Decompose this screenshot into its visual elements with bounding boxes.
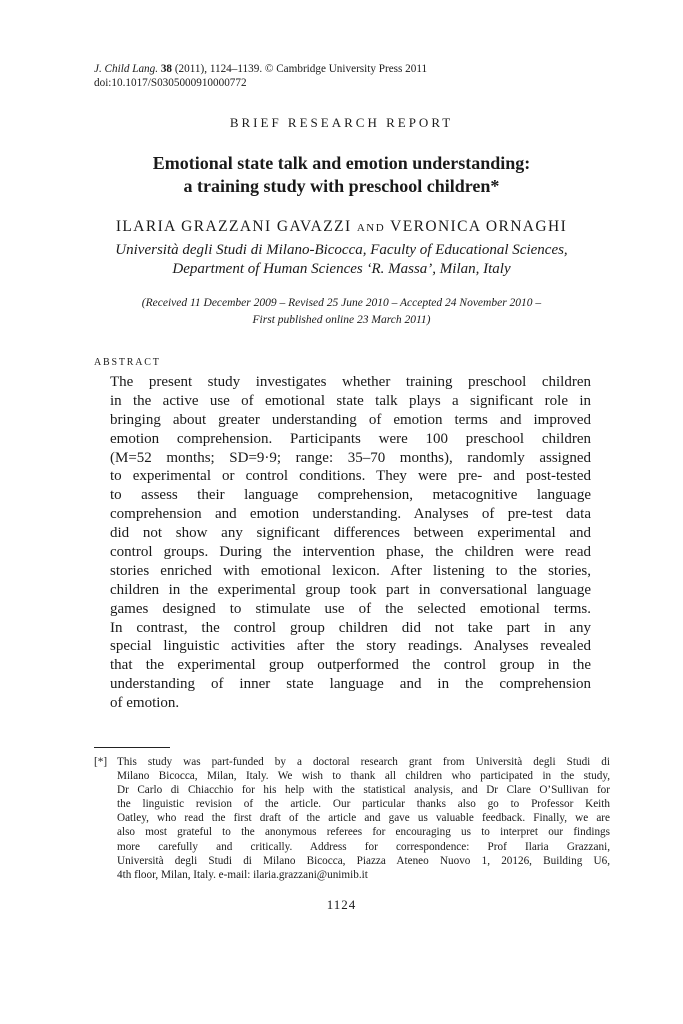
- abstract-heading: ABSTRACT: [94, 357, 161, 368]
- citation-line: [94, 62, 427, 76]
- footnote-line: also most grateful to the anonymous referees for encouraging us to interpret our findings: [117, 826, 610, 839]
- title-line-2: a training study with preschool children*: [183, 176, 500, 196]
- dates-line-2: First published online 23 March 2011): [252, 314, 431, 326]
- affiliation-line-2: Department of Human Sciences ‘R. Massa’, Milan, Italy: [172, 261, 511, 277]
- abstract-line: of emotion.: [110, 695, 180, 712]
- footnote-line: the linguistic revision of the article. Our particular thanks also go to Professor Keith: [117, 798, 610, 811]
- abstract-line: special linguistic activities after the story readings. Analyses revealed: [110, 638, 591, 655]
- affiliation-line-1: Università degli Studi di Milano-Bicocca, Faculty of Educational Sciences,: [115, 242, 568, 258]
- affiliation: [60, 241, 623, 279]
- section-label: BRIEF RESEARCH REPORT: [229, 115, 454, 130]
- doi: doi:10.1017/S0305000910000772: [94, 77, 247, 89]
- author-2: VERONICA ORNAGHI: [390, 218, 568, 235]
- footnote-marker: [*]: [94, 756, 108, 768]
- abstract-line: (M=52 months; SD=9·9; range: 35–70 months), randomly assigned: [110, 449, 591, 466]
- abstract-line: control groups. During the intervention phase, the children were read: [110, 544, 591, 561]
- abstract-line: emotion comprehension. Participants were 100 preschool children: [110, 430, 591, 447]
- abstract-line: stories enriched with emotional lexicon. After listening to the stories,: [110, 562, 591, 579]
- footnote-line: Università degli Studi di Milano Bicocca, Piazza Ateneo Nuovo 1, 20126, Building U6,: [117, 854, 610, 867]
- abstract-line: The present study investigates whether training preschool children: [110, 374, 591, 390]
- abstract-line: did not show any significant differences between experimental and: [110, 525, 591, 542]
- page-number: 1124: [326, 897, 357, 912]
- citation-details: (2011), 1124–1139. © Cambridge University Press 2011: [174, 63, 428, 75]
- footnote-line: 4th floor, Milan, Italy. e-mail: ilaria.grazzani@unimib.it: [117, 868, 368, 881]
- author-1: ILARIA GRAZZANI GAVAZZI: [115, 218, 352, 235]
- abstract-line: children in the experimental group took part in conversational language: [110, 581, 591, 598]
- abstract-line: In contrast, the control group children did not take part in any: [110, 619, 591, 636]
- abstract-line: understanding of inner state language and in the comprehension: [110, 676, 591, 693]
- dates-line-1: (Received 11 December 2009 – Revised 25 June 2010 – Accepted 24 November 2010 –: [141, 297, 542, 309]
- journal-volume: 38: [160, 63, 173, 75]
- journal-name: J. Child Lang.: [94, 63, 159, 75]
- abstract-body: [110, 373, 591, 713]
- abstract-line: to experimental or control conditions. They were pre- and post-tested: [110, 468, 591, 485]
- abstract-line: games designed to stimulate use of the selected emotional terms.: [110, 600, 591, 617]
- abstract-line: that the experimental group outperformed the control group in the: [110, 657, 591, 674]
- citation-header: [94, 62, 427, 90]
- article-title: [60, 152, 623, 198]
- abstract-line: bringing about greater understanding of emotion terms and improved: [110, 411, 591, 428]
- authors: [0, 218, 683, 236]
- footnote-line: Dr Carlo di Chiacchio for his help with the statistical analysis, and Dr Clare O’Sullivan for: [117, 784, 610, 797]
- footnote: [94, 755, 610, 882]
- author-conjunction: AND: [356, 222, 386, 234]
- footnote-line: This study was part-funded by a doctoral research grant from Università degli Studi di: [117, 756, 610, 768]
- footnote-line: Oatley, who read the first draft of the article and gave us valuable feedback. Finally, we are: [117, 812, 610, 825]
- abstract-line: comprehension and emotion understanding. Analyses of pre-test data: [110, 506, 591, 523]
- footnote-line: Milano Bicocca, Milan, Italy. We wish to thank all children who participated in the study,: [117, 770, 610, 783]
- footnote-divider: [94, 747, 170, 748]
- abstract-line: to assess their language comprehension, metacognitive language: [110, 487, 591, 504]
- abstract-line: in the active use of emotional state talk plays a significant role in: [110, 392, 591, 409]
- footnote-line: more carefully and critically. Address for correspondence: Prof Ilaria Grazzani,: [117, 840, 610, 853]
- title-line-1: Emotional state talk and emotion understanding:: [152, 153, 531, 173]
- publication-dates: [60, 295, 623, 329]
